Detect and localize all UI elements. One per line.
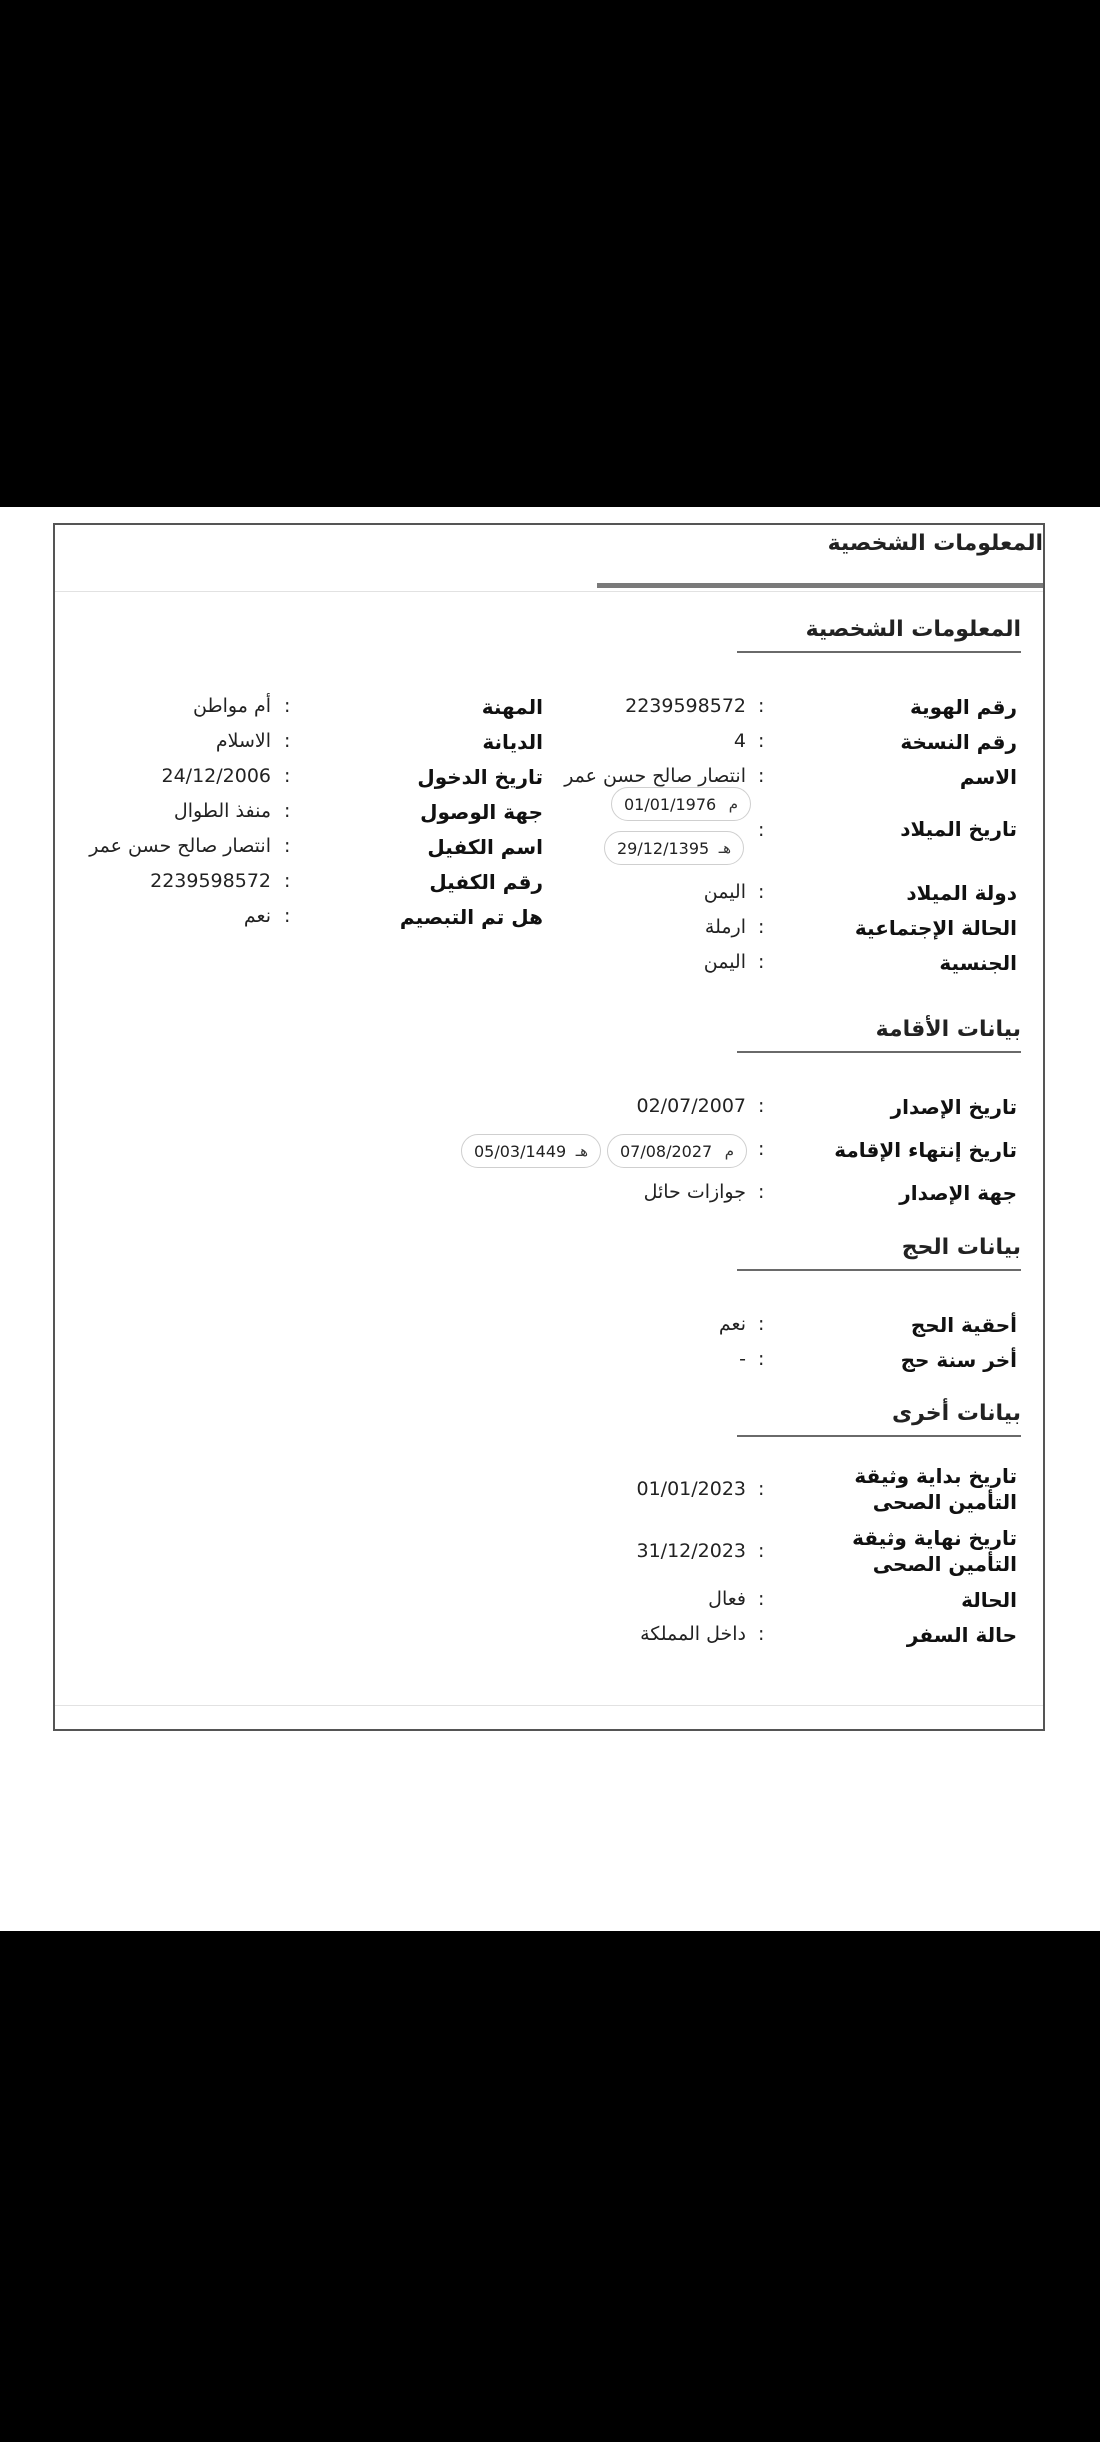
travel-status-colon: : bbox=[758, 1623, 765, 1645]
expiry-date-label: تاريخ إنتهاء الإقامة bbox=[834, 1138, 1017, 1162]
hijri-suffix: هـ bbox=[718, 839, 731, 857]
sponsor-name-value: انتصار صالح حسن عمر bbox=[89, 835, 271, 857]
page-sheet bbox=[0, 507, 1100, 1931]
occupation-value: أم مواطن bbox=[193, 695, 271, 717]
name-label: الاسم bbox=[959, 765, 1017, 789]
issuing-authority-colon: : bbox=[758, 1181, 765, 1203]
sponsor-name-label: اسم الكفيل bbox=[427, 835, 543, 859]
birth-date-gregorian-value: 01/01/1976 bbox=[624, 794, 717, 814]
marital-status-colon: : bbox=[758, 916, 765, 938]
insurance-start-label: تاريخ بداية وثيقة التأمين الصحى bbox=[854, 1464, 1017, 1514]
issue-date-label: تاريخ الإصدار bbox=[890, 1095, 1017, 1119]
name-colon: : bbox=[758, 765, 765, 787]
header-divider bbox=[55, 591, 1043, 592]
hajj-last-year-colon: : bbox=[758, 1348, 765, 1370]
status-value: فعال bbox=[708, 1588, 746, 1610]
arrival-port-value: منفذ الطوال bbox=[173, 800, 271, 822]
hajj-last-year-label: أخر سنة حج bbox=[900, 1348, 1017, 1372]
fingerprinted-value: نعم bbox=[243, 905, 271, 927]
active-tab-indicator bbox=[597, 583, 1043, 588]
id-number-value: 2239598572 bbox=[625, 695, 746, 717]
sponsor-number-value: 2239598572 bbox=[150, 870, 271, 892]
entry-date-label: تاريخ الدخول bbox=[417, 765, 543, 789]
id-number-label: رقم الهوية bbox=[909, 695, 1017, 719]
marital-status-value: ارملة bbox=[704, 916, 746, 938]
nationality-colon: : bbox=[758, 951, 765, 973]
gregorian-suffix: م bbox=[724, 1142, 734, 1160]
arrival-port-colon: : bbox=[284, 800, 291, 822]
religion-colon: : bbox=[284, 730, 291, 752]
occupation-colon: : bbox=[284, 695, 291, 717]
hijri-suffix: هـ bbox=[575, 1142, 588, 1160]
version-number-value: 4 bbox=[733, 730, 746, 752]
id-number-colon: : bbox=[758, 695, 765, 717]
entry-date-colon: : bbox=[284, 765, 291, 787]
religion-value: الاسلام bbox=[215, 730, 271, 752]
occupation-label: المهنة bbox=[481, 695, 543, 719]
fingerprinted-label: هل تم التبصيم bbox=[399, 905, 543, 929]
expiry-date-hijri-pill bbox=[461, 1134, 601, 1168]
section-other-rule bbox=[737, 1435, 1021, 1437]
version-number-colon: : bbox=[758, 730, 765, 752]
card-title: المعلومات الشخصية bbox=[827, 531, 1043, 556]
section-residence-heading: بيانات الأقامة bbox=[875, 1017, 1021, 1042]
nationality-label: الجنسية bbox=[939, 951, 1017, 975]
travel-status-label: حالة السفر bbox=[906, 1623, 1017, 1647]
version-number-label: رقم النسخة bbox=[900, 730, 1017, 754]
birth-date-gregorian-pill bbox=[611, 787, 751, 821]
birth-date-hijri-pill bbox=[604, 831, 744, 865]
insurance-start-value: 01/01/2023 bbox=[636, 1478, 746, 1500]
issuing-authority-value: جوازات حائل bbox=[643, 1181, 746, 1203]
birth-date-label: تاريخ الميلاد bbox=[900, 817, 1017, 841]
expiry-date-colon: : bbox=[758, 1138, 765, 1160]
hajj-eligibility-label: أحقية الحج bbox=[910, 1313, 1017, 1337]
fingerprinted-colon: : bbox=[284, 905, 291, 927]
sponsor-number-colon: : bbox=[284, 870, 291, 892]
expiry-date-gregorian-pill bbox=[607, 1134, 747, 1168]
entry-date-value: 24/12/2006 bbox=[161, 765, 271, 787]
section-personal-heading: المعلومات الشخصية bbox=[805, 617, 1021, 642]
travel-status-value: داخل المملكة bbox=[640, 1623, 746, 1645]
hajj-eligibility-colon: : bbox=[758, 1313, 765, 1335]
insurance-end-value: 31/12/2023 bbox=[636, 1540, 746, 1562]
insurance-end-colon: : bbox=[758, 1540, 765, 1562]
section-other-heading: بيانات أخرى bbox=[891, 1401, 1021, 1426]
marital-status-label: الحالة الإجتماعية bbox=[854, 916, 1017, 940]
religion-label: الديانة bbox=[482, 730, 543, 754]
birth-date-hijri-value: 29/12/1395 bbox=[617, 838, 710, 858]
issue-date-colon: : bbox=[758, 1095, 765, 1117]
hajj-eligibility-value: نعم bbox=[718, 1313, 746, 1335]
issuing-authority-label: جهة الإصدار bbox=[899, 1181, 1017, 1205]
sponsor-number-label: رقم الكفيل bbox=[429, 870, 543, 894]
footer-divider bbox=[55, 1705, 1043, 1706]
name-value: انتصار صالح حسن عمر bbox=[564, 765, 746, 787]
sponsor-name-colon: : bbox=[284, 835, 291, 857]
nationality-value: اليمن bbox=[703, 951, 746, 973]
hajj-last-year-value: - bbox=[739, 1348, 746, 1370]
personal-info-card bbox=[53, 523, 1045, 1731]
issue-date-value: 02/07/2007 bbox=[636, 1095, 746, 1117]
section-residence-rule bbox=[737, 1051, 1021, 1053]
section-hajj-heading: بيانات الحج bbox=[901, 1235, 1021, 1260]
birth-country-value: اليمن bbox=[703, 881, 746, 903]
status-label: الحالة bbox=[961, 1588, 1017, 1612]
birth-country-colon: : bbox=[758, 881, 765, 903]
expiry-date-gregorian-value: 07/08/2027 bbox=[620, 1141, 713, 1161]
birth-date-colon: : bbox=[758, 819, 765, 841]
birth-country-label: دولة الميلاد bbox=[906, 881, 1017, 905]
section-personal-rule bbox=[737, 651, 1021, 653]
gregorian-suffix: م bbox=[728, 795, 738, 813]
expiry-date-hijri-value: 05/03/1449 bbox=[474, 1141, 567, 1161]
insurance-start-colon: : bbox=[758, 1478, 765, 1500]
insurance-end-label: تاريخ نهاية وثيقة التأمين الصحى bbox=[852, 1526, 1017, 1576]
section-hajj-rule bbox=[737, 1269, 1021, 1271]
status-colon: : bbox=[758, 1588, 765, 1610]
arrival-port-label: جهة الوصول bbox=[420, 800, 543, 824]
